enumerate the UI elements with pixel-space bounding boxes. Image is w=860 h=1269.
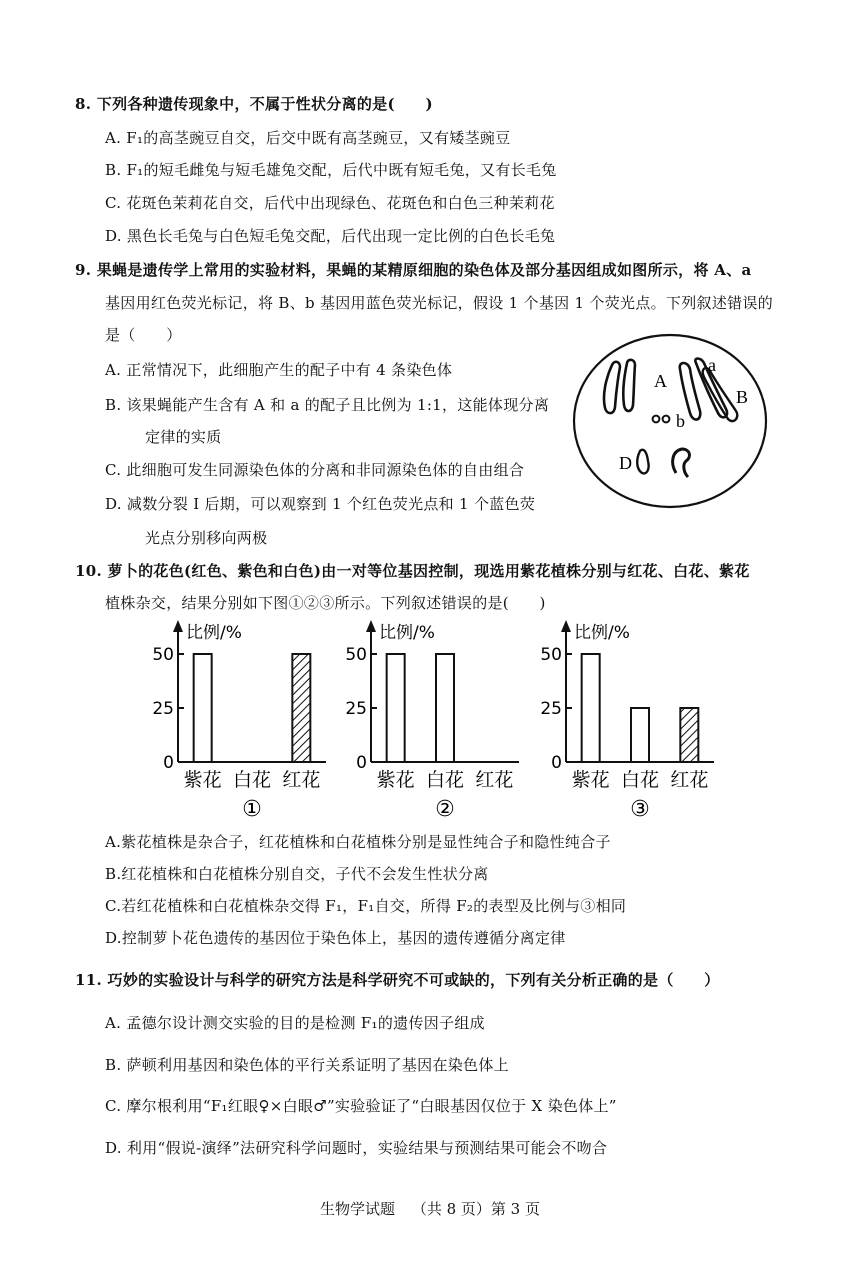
q8-option-a: A. F₁的高茎豌豆自交，后交中既有高茎豌豆，又有矮茎豌豆 [105, 129, 511, 147]
chart-2-category-2: 白花 [425, 769, 465, 791]
q9-stem-line3: 是（ ） [105, 326, 182, 344]
chart-2-ytick-label-25: 25 [345, 699, 367, 719]
footer-pages: （共 8 页）第 3 页 [411, 1200, 540, 1218]
chart-2 [335, 616, 525, 821]
chromosome-dot-1 [653, 416, 660, 423]
chart-3-ylabel: 比例/% [574, 623, 630, 643]
chart-1-bar-3 [292, 654, 310, 762]
chart-2-bar-1 [387, 654, 405, 762]
chart-2-y-axis-arrow [366, 620, 376, 632]
label-D: D [619, 453, 632, 473]
chart-3-category-2: 白花 [620, 769, 660, 791]
q11-option-d: D. 利用“假说-演绎”法研究科学问题时，实验结果与预测结果可能会不吻合 [105, 1139, 608, 1157]
q9-option-d: D. 减数分裂 I 后期，可以观察到 1 个红色荧光点和 1 个蓝色荧 [105, 495, 536, 513]
q8-option-d: D. 黑色长毛兔与白色短毛兔交配，后代出现一定比例的白色长毛兔 [105, 227, 556, 245]
q10-stem-line1: 10. 萝卜的花色(红色、紫色和白色)由一对等位基因控制，现选用紫花植株分别与红花、白花、紫花 [75, 562, 750, 580]
chart-2-svg [335, 616, 525, 821]
chart-2-ytick-label-0: 0 [356, 753, 367, 773]
chromosome-hook [673, 449, 690, 477]
q10-option-b: B.红花植株和白花植株分别自交，子代不会发生性状分离 [105, 865, 489, 883]
cell-diagram [572, 333, 769, 510]
chart-3 [530, 616, 730, 821]
q10-stem-line2: 植株杂交，结果分别如下图①②③所示。下列叙述错误的是( ) [105, 594, 546, 612]
chart-2-category-3: 红花 [475, 769, 514, 791]
chart-3-bar-2 [631, 708, 649, 762]
chart-2-ylabel: 比例/% [379, 623, 435, 643]
q10-option-c: C.若红花植株和白花植株杂交得 F₁，F₁自交，所得 F₂的表型及比例与③相同 [105, 897, 627, 915]
chart-3-ytick-label-50: 50 [540, 645, 562, 665]
chart-2-category-1: 紫花 [376, 769, 415, 791]
cell-membrane [574, 335, 766, 507]
chart-1-ylabel: 比例/% [186, 623, 242, 643]
chart-3-ytick-label-25: 25 [540, 699, 562, 719]
footer-subject: 生物学试题 [320, 1200, 396, 1218]
q11-stem: 11. 巧妙的实验设计与科学的研究方法是科学研究不可或缺的，下列有关分析正确的是（ ） [75, 971, 720, 989]
chart-2-ytick-label-50: 50 [345, 645, 367, 665]
q11-option-a: A. 孟德尔设计测交实验的目的是检测 F₁的遗传因子组成 [105, 1014, 485, 1032]
chart-1-ytick-label-50: 50 [152, 645, 174, 665]
q9-option-d-cont: 光点分别移向两极 [145, 529, 268, 547]
chart-1-ytick-label-25: 25 [152, 699, 174, 719]
q11-option-b: B. 萨顿利用基因和染色体的平行关系证明了基因在染色体上 [105, 1056, 509, 1074]
q8-option-c: C. 花斑色茉莉花自交，后代中出现绿色、花斑色和白色三种茉莉花 [105, 194, 555, 212]
q8-stem: 8. 下列各种遗传现象中，不属于性状分离的是( ) [75, 95, 433, 113]
chart-2-bar-2 [436, 654, 454, 762]
chromosome-D [637, 450, 648, 474]
chart-3-category-3: 红花 [670, 769, 709, 791]
chart-1-ytick-label-0: 0 [163, 753, 174, 773]
chart-3-bar-3 [680, 708, 698, 762]
cell-chromosome-figure [572, 333, 769, 510]
label-b: b [676, 411, 685, 431]
chart-1-category-2: 白花 [232, 769, 272, 791]
chart-3-svg [530, 616, 730, 821]
q9-option-a: A. 正常情况下，此细胞产生的配子中有 4 条染色体 [105, 361, 453, 379]
q9-stem-line1: 9. 果蝇是遗传学上常用的实验材料，果蝇的某精原细胞的染色体及部分基因组成如图所示，将 A、a [75, 261, 752, 279]
chart-1-y-axis-arrow [173, 620, 183, 632]
chart-1-caption: ① [242, 797, 262, 821]
q8-option-b: B. F₁的短毛雌兔与短毛雄兔交配，后代中既有短毛兔，又有长毛兔 [105, 161, 557, 179]
q11-option-c: C. 摩尔根利用“F₁红眼♀×白眼♂”实验验证了“白眼基因仅位于 X 染色体上” [105, 1097, 617, 1115]
label-B: B [736, 387, 749, 407]
chart-3-bar-1 [582, 654, 600, 762]
chart-1-category-1: 紫花 [183, 769, 222, 791]
q9-option-b-cont: 定律的实质 [145, 428, 222, 446]
chart-1-bar-1 [194, 654, 212, 762]
chart-3-y-axis-arrow [561, 620, 571, 632]
q10-option-d: D.控制萝卜花色遗传的基因位于染色体上，基因的遗传遵循分离定律 [105, 929, 566, 947]
chromosome-dot-2 [663, 416, 670, 423]
chromosome-left-2 [623, 360, 635, 411]
q9-option-b: B. 该果蝇能产生含有 A 和 a 的配子且比例为 1:1，这能体现分离 [105, 396, 550, 414]
chart-3-category-1: 紫花 [571, 769, 610, 791]
q9-option-c: C. 此细胞可发生同源染色体的分离和非同源染色体的自由组合 [105, 461, 525, 479]
label-A: A [654, 371, 667, 391]
chart-3-caption: ③ [630, 797, 650, 821]
q9-stem-line2: 基因用红色荧光标记，将 B、b 基因用蓝色荧光标记，假设 1 个基因 1 个荧光点。下列叙述错误的 [105, 294, 774, 312]
q10-option-a: A.紫花植株是杂合子，红花植株和白花植株分别是显性纯合子和隐性纯合子 [105, 833, 611, 851]
label-a: a [708, 355, 716, 375]
chart-2-caption: ② [435, 797, 455, 821]
chart-3-ytick-label-0: 0 [551, 753, 562, 773]
chart-1-svg [142, 616, 332, 821]
chart-1 [142, 616, 332, 821]
chromosome-left-1 [604, 362, 620, 413]
page-footer [0, 1198, 860, 1219]
chart-1-category-3: 红花 [282, 769, 321, 791]
